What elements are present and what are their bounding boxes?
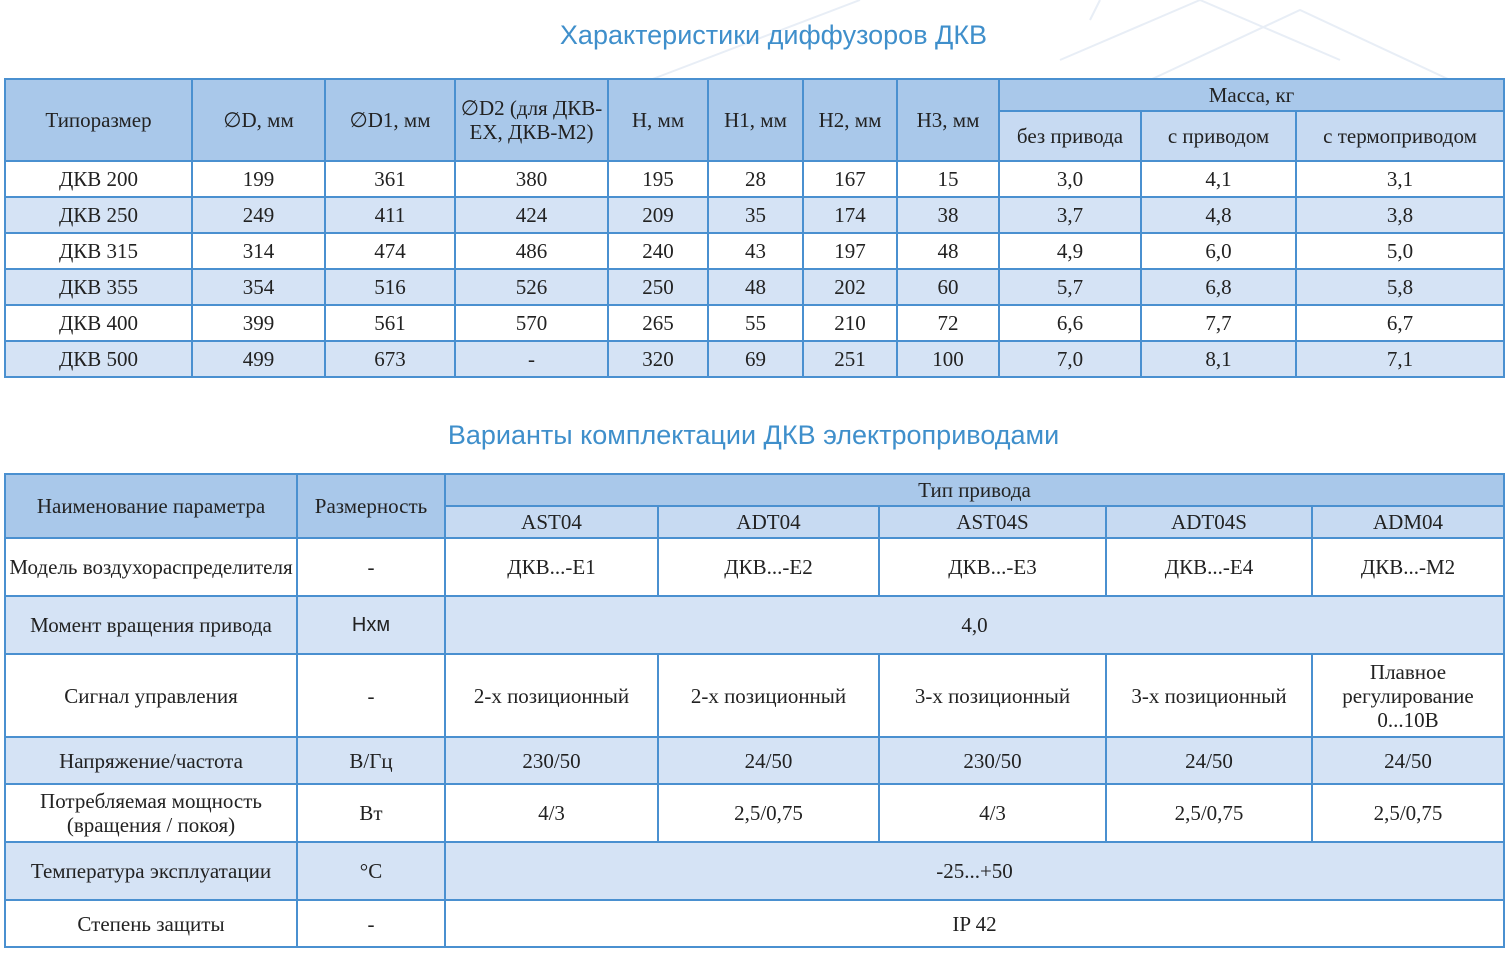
cell-h2: 210: [803, 305, 897, 341]
header-h: Н, мм: [608, 79, 708, 161]
cell-d: 199: [192, 161, 325, 197]
signal-ast04: 2-х позиционный: [445, 654, 658, 737]
table1-title: Характеристики диффузоров ДКВ: [559, 20, 988, 50]
model-adt04s: ДКВ...-Е4: [1106, 538, 1312, 596]
voltage-adt04s: 24/50: [1106, 737, 1312, 784]
cell-d1: 474: [325, 233, 455, 269]
header-h2: Н2, мм: [803, 79, 897, 161]
voltage-ast04: 230/50: [445, 737, 658, 784]
cell-mass-no-drive: 7,0: [999, 341, 1141, 377]
cell-mass-thermo: 6,7: [1296, 305, 1504, 341]
cell-h1: 28: [708, 161, 803, 197]
power-adt04s: 2,5/0,75: [1106, 784, 1312, 842]
cell-mass-thermo: 7,1: [1296, 341, 1504, 377]
param-voltage-unit: В/Гц: [297, 737, 445, 784]
cell-mass-drive: 8,1: [1141, 341, 1296, 377]
model-adm04: ДКВ...-М2: [1312, 538, 1504, 596]
param-torque-name: Момент вращения привода: [5, 596, 297, 654]
cell-h1: 35: [708, 197, 803, 233]
table-row-voltage: [5, 737, 1504, 784]
cell-h: 240: [608, 233, 708, 269]
cell-h1: 48: [708, 269, 803, 305]
cell-mass-drive: 7,7: [1141, 305, 1296, 341]
table-row: [5, 341, 1504, 377]
cell-h2: 167: [803, 161, 897, 197]
header-mass-thermo: с термоприводом: [1296, 111, 1504, 161]
cell-d2: 526: [455, 269, 608, 305]
cell-h3: 72: [897, 305, 999, 341]
cell-d2: 424: [455, 197, 608, 233]
table-row: [5, 197, 1504, 233]
cell-h3: 60: [897, 269, 999, 305]
cell-h2: 251: [803, 341, 897, 377]
cell-mass-no-drive: 5,7: [999, 269, 1141, 305]
param-torque-unit: Нхм: [297, 596, 445, 654]
cell-d: 249: [192, 197, 325, 233]
header-mass-drive: с приводом: [1141, 111, 1296, 161]
protection-value: IP 42: [445, 900, 1504, 947]
header-mass: Масса, кг: [999, 79, 1504, 111]
table1-body: [5, 161, 1504, 377]
table-row-signal: [5, 654, 1504, 737]
param-power-name: Потребляемая мощность (вращения / покоя): [5, 784, 297, 842]
cell-mass-thermo: 5,0: [1296, 233, 1504, 269]
param-protection-unit: -: [297, 900, 445, 947]
cell-h: 265: [608, 305, 708, 341]
cell-d: 399: [192, 305, 325, 341]
cell-size: ДКВ 500: [5, 341, 192, 377]
cell-h: 250: [608, 269, 708, 305]
cell-mass-drive: 4,8: [1141, 197, 1296, 233]
signal-adm04: Плавное регулирование 0...10В: [1312, 654, 1504, 737]
cell-d1: 673: [325, 341, 455, 377]
table-row: [5, 161, 1504, 197]
table-row-model: [5, 538, 1504, 596]
cell-mass-no-drive: 3,0: [999, 161, 1141, 197]
voltage-adt04: 24/50: [658, 737, 879, 784]
cell-mass-thermo: 5,8: [1296, 269, 1504, 305]
cell-mass-no-drive: 3,7: [999, 197, 1141, 233]
cell-d: 354: [192, 269, 325, 305]
header-drive-ast04: AST04: [445, 506, 658, 538]
header-h3: Н3, мм: [897, 79, 999, 161]
header-drive-type: Тип привода: [445, 474, 1504, 506]
param-voltage-name: Напряжение/частота: [5, 737, 297, 784]
cell-d2: 570: [455, 305, 608, 341]
cell-d1: 411: [325, 197, 455, 233]
signal-adt04: 2-х позиционный: [658, 654, 879, 737]
cell-size: ДКВ 250: [5, 197, 192, 233]
cell-h: 320: [608, 341, 708, 377]
cell-h1: 55: [708, 305, 803, 341]
table-row: [5, 305, 1504, 341]
power-adm04: 2,5/0,75: [1312, 784, 1504, 842]
table-row: [5, 269, 1504, 305]
model-ast04: ДКВ...-Е1: [445, 538, 658, 596]
header-mass-no-drive: без привода: [999, 111, 1141, 161]
table-row: [5, 233, 1504, 269]
table-row-temperature: [5, 842, 1504, 900]
cell-d: 314: [192, 233, 325, 269]
table-row-torque: [5, 596, 1504, 654]
cell-h2: 202: [803, 269, 897, 305]
table2-title: Варианты комплектации ДКВ электроприводами: [447, 420, 1060, 450]
cell-h3: 48: [897, 233, 999, 269]
header-unit: Размерность: [297, 474, 445, 538]
cell-h: 209: [608, 197, 708, 233]
temperature-value: -25...+50: [445, 842, 1504, 900]
cell-h1: 43: [708, 233, 803, 269]
power-ast04: 4/3: [445, 784, 658, 842]
cell-h3: 15: [897, 161, 999, 197]
cell-d2: -: [455, 341, 608, 377]
header-drive-adt04: ADT04: [658, 506, 879, 538]
header-drive-adm04: ADM04: [1312, 506, 1504, 538]
model-adt04: ДКВ...-Е2: [658, 538, 879, 596]
cell-h1: 69: [708, 341, 803, 377]
header-d1: ∅D1, мм: [325, 79, 455, 161]
cell-d1: 516: [325, 269, 455, 305]
cell-h2: 174: [803, 197, 897, 233]
cell-size: ДКВ 315: [5, 233, 192, 269]
param-model-unit: -: [297, 538, 445, 596]
cell-h3: 38: [897, 197, 999, 233]
header-size: Типоразмер: [5, 79, 192, 161]
cell-d1: 561: [325, 305, 455, 341]
power-adt04: 2,5/0,75: [658, 784, 879, 842]
cell-d1: 361: [325, 161, 455, 197]
table-row-protection: [5, 900, 1504, 947]
cell-d2: 486: [455, 233, 608, 269]
header-drive-adt04s: ADT04S: [1106, 506, 1312, 538]
voltage-adm04: 24/50: [1312, 737, 1504, 784]
cell-h2: 197: [803, 233, 897, 269]
cell-h: 195: [608, 161, 708, 197]
param-signal-name: Сигнал управления: [5, 654, 297, 737]
cell-mass-drive: 4,1: [1141, 161, 1296, 197]
param-signal-unit: -: [297, 654, 445, 737]
header-d: ∅D, мм: [192, 79, 325, 161]
cell-mass-thermo: 3,8: [1296, 197, 1504, 233]
header-d2: ∅D2 (для ДКВ-ЕХ, ДКВ-М2): [455, 79, 608, 161]
param-temperature-unit: °С: [297, 842, 445, 900]
param-protection-name: Степень защиты: [5, 900, 297, 947]
cell-size: ДКВ 200: [5, 161, 192, 197]
cell-mass-no-drive: 4,9: [999, 233, 1141, 269]
cell-h3: 100: [897, 341, 999, 377]
signal-ast04s: 3-х позиционный: [879, 654, 1106, 737]
param-power-unit: Вт: [297, 784, 445, 842]
cell-mass-drive: 6,8: [1141, 269, 1296, 305]
cell-mass-drive: 6,0: [1141, 233, 1296, 269]
model-ast04s: ДКВ...-Е3: [879, 538, 1106, 596]
voltage-ast04s: 230/50: [879, 737, 1106, 784]
header-h1: Н1, мм: [708, 79, 803, 161]
param-model-name: Модель воздухораспределителя: [5, 538, 297, 596]
drive-options-table: [4, 473, 1505, 948]
cell-size: ДКВ 400: [5, 305, 192, 341]
table-row-power: [5, 784, 1504, 842]
cell-d: 499: [192, 341, 325, 377]
torque-value: 4,0: [445, 596, 1504, 654]
power-ast04s: 4/3: [879, 784, 1106, 842]
cell-size: ДКВ 355: [5, 269, 192, 305]
param-temperature-name: Температура эксплуатации: [5, 842, 297, 900]
cell-d2: 380: [455, 161, 608, 197]
header-param: Наименование параметра: [5, 474, 297, 538]
header-drive-ast04s: AST04S: [879, 506, 1106, 538]
cell-mass-thermo: 3,1: [1296, 161, 1504, 197]
cell-mass-no-drive: 6,6: [999, 305, 1141, 341]
signal-adt04s: 3-х позиционный: [1106, 654, 1312, 737]
diffuser-specs-table: [4, 78, 1505, 378]
